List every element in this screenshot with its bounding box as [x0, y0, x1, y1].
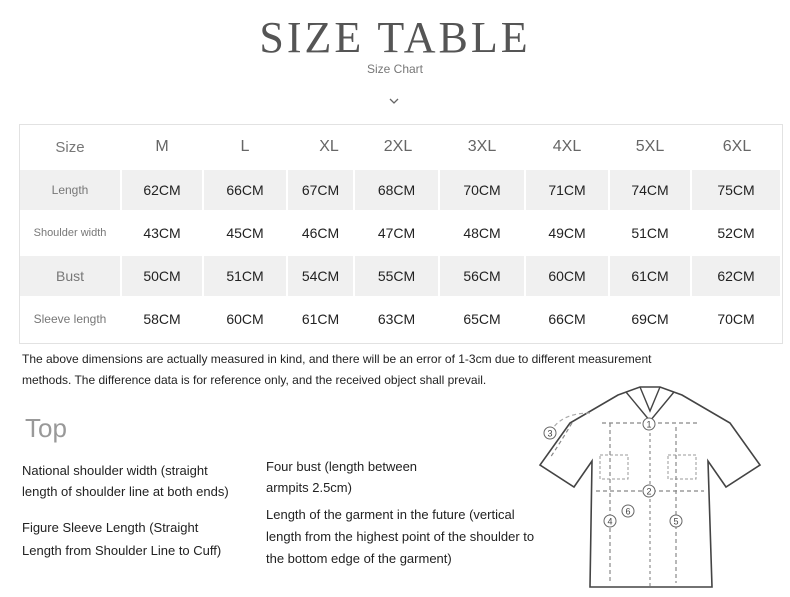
table-cell: 54CM: [288, 256, 353, 296]
svg-text:1: 1: [646, 419, 652, 430]
table-cell: 61CM: [301, 311, 340, 327]
table-cell: 63CM: [377, 311, 416, 327]
table-cell: 61CM: [610, 256, 690, 296]
table-cell: 68CM: [355, 170, 438, 210]
table-cell: 51CM: [631, 225, 669, 241]
size-table: [19, 124, 783, 344]
size-header: M: [155, 138, 169, 155]
table-cell: 75CM: [692, 170, 780, 210]
description-line: National shoulder width (straight: [22, 463, 208, 478]
size-header: 4XL: [552, 138, 582, 155]
table-cell: 56CM: [440, 256, 524, 296]
table-row: [20, 213, 782, 255]
table-cell: 60CM: [526, 256, 608, 296]
note-line: The above dimensions are actually measured in kind, and there will be an error of 1-3cm due to different measurement: [22, 352, 652, 366]
pocket-right: [668, 455, 696, 479]
table-cell: 70CM: [440, 170, 524, 210]
description-line: Length from Shoulder Line to Cuff): [22, 543, 222, 558]
chevron-down-icon[interactable]: [387, 94, 401, 108]
description-line: armpits 2.5cm): [266, 480, 352, 495]
table-cell: 48CM: [463, 225, 501, 241]
description-line: length of shoulder line at both ends): [22, 484, 229, 499]
table-cell: 49CM: [548, 225, 586, 241]
marker-5: [670, 515, 682, 527]
shirt-diagram: [530, 383, 770, 597]
table-cell: 45CM: [226, 225, 264, 241]
table-cell: 71CM: [526, 170, 608, 210]
table-cell: 43CM: [143, 225, 181, 241]
description-line: Four bust (length between: [266, 459, 418, 474]
marker-1: [643, 418, 655, 430]
svg-text:3: 3: [547, 428, 553, 439]
marker-3: [544, 427, 556, 439]
description-line: Figure Sleeve Length (Straight: [22, 520, 199, 535]
svg-text:6: 6: [625, 506, 631, 517]
table-cell: 74CM: [610, 170, 690, 210]
table-cell: 66CM: [548, 311, 586, 327]
table-cell: 70CM: [717, 311, 755, 327]
table-cell: 60CM: [226, 311, 264, 327]
svg-text:5: 5: [673, 516, 679, 527]
shoulder-width-description: [22, 460, 229, 502]
table-row: [20, 170, 782, 212]
sleeve-length-description: [22, 516, 221, 562]
pocket-left: [600, 455, 628, 479]
description-line: the bottom edge of the garment): [266, 551, 452, 566]
table-cell: 62CM: [122, 170, 202, 210]
marker-2: [643, 485, 655, 497]
table-cell: 62CM: [692, 256, 780, 296]
description-line: length from the highest point of the shoulder to: [266, 529, 535, 544]
row-label: Sleeve length: [33, 312, 107, 326]
table-cell: 65CM: [463, 311, 501, 327]
description-line: Length of the garment in the future (vertical: [266, 507, 515, 522]
page-title: SIZE TABLE: [259, 13, 531, 62]
garment-length-description: [266, 504, 534, 570]
table-cell: 55CM: [355, 256, 438, 296]
table-cell: 66CM: [204, 170, 286, 210]
table-row: [20, 256, 782, 298]
table-cell: 69CM: [631, 311, 669, 327]
table-cell: 50CM: [122, 256, 202, 296]
size-header: 2XL: [383, 138, 413, 155]
size-header: XL: [319, 138, 339, 155]
section-heading: Top: [25, 413, 67, 443]
table-cell: 51CM: [204, 256, 286, 296]
note-line: methods. The difference data is for reference only, and the received object shall prevail.: [22, 373, 487, 387]
table-cell: 47CM: [377, 225, 416, 241]
size-column-header: Size: [55, 138, 85, 156]
shirt-collar: [626, 387, 674, 421]
table-cell: 58CM: [143, 311, 181, 327]
size-header: L: [240, 138, 250, 155]
table-row: [20, 299, 782, 341]
table-cell: 52CM: [717, 225, 755, 241]
size-header: 3XL: [467, 138, 497, 155]
row-label: Bust: [20, 256, 120, 296]
row-label: Shoulder width: [33, 227, 107, 239]
table-header-row: [20, 127, 782, 169]
table-cell: 67CM: [288, 170, 353, 210]
marker-6: [622, 505, 634, 517]
svg-text:2: 2: [646, 486, 652, 497]
bust-description: [266, 456, 417, 498]
marker-4: [604, 515, 616, 527]
svg-text:4: 4: [607, 516, 613, 527]
page-subtitle: Size Chart: [366, 62, 424, 76]
row-label: Length: [20, 170, 120, 210]
size-header: 6XL: [722, 138, 752, 155]
size-header: 5XL: [635, 138, 665, 155]
table-cell: 46CM: [301, 225, 340, 241]
